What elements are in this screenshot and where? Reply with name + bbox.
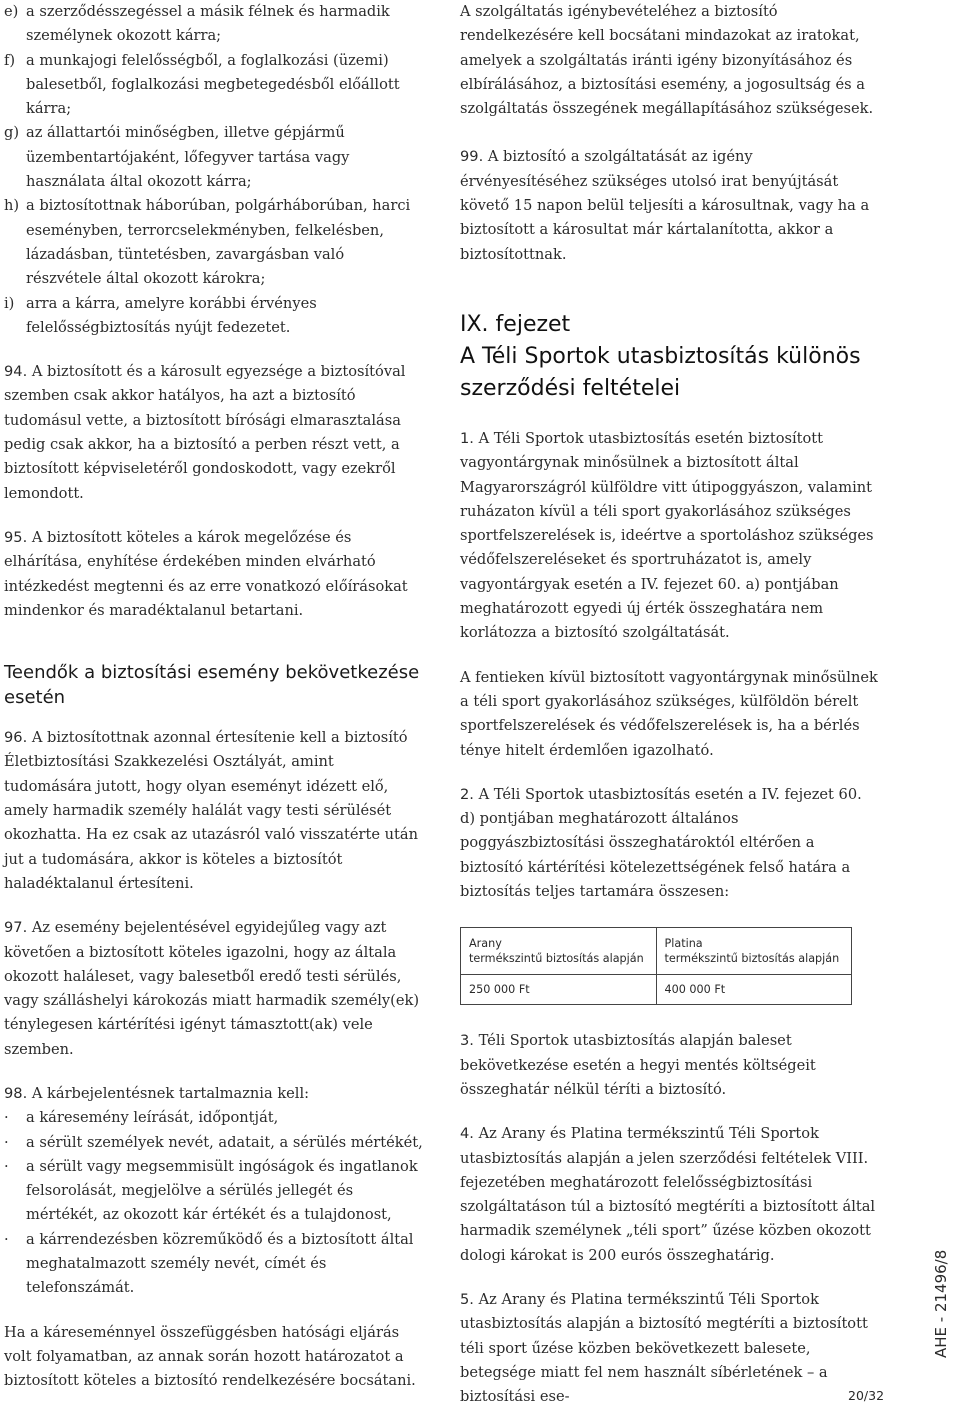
paragraph-96: 96. A biztosítottnak azonnal értesítenie kell a biztosító Életbiztosítási Szakkezelési Osztályát, amint tudomására jutott, hogy olyan eseményt idézett elő, amely harmadik személy halálát vagy testi sérülését okozhatta. Ha ez csak az utazásról való visszatérte után jut a tudomására, akkor is köteles a biztosítót haladéktalanul értesíteni. — [4, 729, 419, 892]
paragraph-3: 3. Téli Sportok utasbiztosítás alapján baleset bekövetkezése esetén a hegyi mentés költségeit összeghatár nélkül téríti a biztosító. — [460, 1032, 816, 1098]
paragraph-4: 4. Az Arany és Platina termékszintű Téli Sportok utasbiztosítás alapján a jelen szerződési feltételek VIII. fejezetében meghatározott felelősségbiztosítási szolgáltatáson túl a biztosító megtéríti a biztosított által harmadik személynek „téli sport” űzése közben okozott dologi károkat is 200 eurós összeghatárig. — [460, 1125, 876, 1264]
paragraph-95: 95. A biztosított köteles a károk megelőzése és elhárítása, enyhítése érdekében minden elvárható intézkedést megtenni és az erre vonatkozó előírásokat mindenkor és maradéktalanul betartani. — [4, 528, 408, 619]
list-item: g) az állattartói minőségben, illetve gépjármű üzembentartójaként, lőfegyver tartása vagy használata által okozott kárra; — [4, 124, 350, 191]
list-item: · a sérült személyek nevét, adatait, a sérülés mértékét, — [4, 1133, 423, 1151]
chapter-heading — [460, 309, 880, 405]
table-row — [461, 975, 852, 1005]
paragraph-94: 94. A biztosított és a károsult egyezsége a biztosítóval szemben csak akkor hatályos, ha azt a biztosító tudomásul vette, a biztosított bírósági elmarasztalása pedig csak akkor, ha a biztosító a perben részt vett, a biztosított képviseletéről gondoskodott, vagy ezekről lemondott. — [4, 363, 406, 502]
page-number: 20/32 — [848, 1388, 885, 1403]
list-item: h) a biztosítottnak háborúban, polgárháborúban, harci eseményben, terrorcselekményben, felkelésben, lázadásban, tüntetésben, zavargásban való részvétele által okozott károkra; — [4, 197, 411, 288]
claim-requirements-list — [4, 1106, 424, 1300]
paragraph-1b: A fentieken kívül biztosított vagyontárgynak minősülnek a téli sport gyakorlásához szükséges, külföldön bérelt sportfelszerelések és védőfelszerelések is, ha a bérlés ténye hitelt érdemlően igazolható. — [460, 668, 878, 759]
exclusion-list — [4, 0, 424, 340]
table-cell: 250 000 Ft — [461, 975, 657, 1005]
table-cell: 400 000 Ft — [656, 975, 852, 1005]
paragraph-2: 2. A Téli Sportok utasbiztosítás esetén a IV. fejezet 60. d) pontjában meghatározott általános poggyászbiztosítási összeghatároktól eltérően a biztosító kártérítési kötelezettségének felső határa a biztosítás teljes tartamára összesen: — [460, 785, 862, 901]
paragraph-1: 1. A Téli Sportok utasbiztosítás esetén biztosított vagyontárgynak minősülnek a biztosított által Magyarországról külföldre vitt útipoggyászon, valamint ruházaton kívül a téli sport gyakorlásához szükséges sportfelszerelések is, ideértve a sportoláshoz szükséges védőfelszereléseket és sportruházatot is, amely vagyontárgyak esetén a IV. fejezet 60. a) pontjában meghatározott egyedi új érték összeghatára nem korlátozza a biztosító szolgáltatását. — [460, 429, 874, 642]
table-header-cell: Arany termékszintű biztosítás alapján — [461, 928, 657, 975]
paragraph-5: 5. Az Arany és Platina termékszintű Téli Sportok utasbiztosítás alapján a biztosító megtéríti a biztosított téli sport űzése közben bekövetkezett balesete, betegsége miatt fel nem használt síbérletének – a biztosítási ese- — [460, 1290, 868, 1406]
list-item: i) arra a kárra, amelyre korábbi érvényes felelősségbiztosítás nyújt fedezetet. — [4, 294, 317, 336]
paragraph-authority-proceedings: Ha a káreseménnyel összefüggésben hatósági eljárás volt folyamatban, az annak során hozott határozatot a biztosított köteles a biztosító rendelkezésére bocsátani. — [4, 1323, 416, 1390]
section-heading: Teendők a biztosítási esemény bekövetkezése esetén — [4, 662, 420, 708]
limits-table — [460, 927, 852, 1005]
list-item: · a kárrendezésben közreműködő és a biztosított által meghatalmazott személy nevét, címét és telefonszámát. — [4, 1230, 414, 1297]
left-column — [4, 0, 424, 1394]
list-item: e) a szerződésszegéssel a másik félnek és harmadik személynek okozott kárra; — [4, 3, 390, 45]
paragraph-97: 97. Az esemény bejelentésével egyidejűleg vagy azt követően a biztosított köteles igazolni, hogy az általa okozott haláleset, vagy balesetből eredő testi sérülés, vagy szálláshelyi károkozás miatt harmadik személy(ek) ténylegesen kártérítési igényt támasztott(ak) vele szemben. — [4, 919, 420, 1058]
chapter-title: A Téli Sportok utasbiztosítás különös szerződési feltételei — [460, 343, 861, 401]
paragraph-99: 99. A biztosító a szolgáltatását az igény érvényesítéséhez szükséges utolsó irat benyújtását követő 15 napon belül teljesíti a károsultnak, vagy ha a biztosított a károsultat már kártalanította, akkor a biztosítottnak. — [460, 148, 870, 263]
table-header-row — [461, 928, 852, 975]
list-item: f) a munkajogi felelősségből, a foglalkozási (üzemi) balesetből, foglalkozási megbetegedésből előállott kárra; — [4, 51, 400, 118]
list-item: · a sérült vagy megsemmisült ingóságok és ingatlanok felsorolását, megjelölve a sérülés jellegét és mértékét, az okozott kár értékét és a tulajdonost, — [4, 1157, 418, 1224]
paragraph-documents: A szolgáltatás igénybevételéhez a biztosító rendelkezésére kell bocsátani mindazokat az iratokat, amelyek a szolgáltatás iránti igény bizonyításához és elbírálásához, a biztosítási esemény, a jogosultság és a szolgáltatás összegének megállapításához szükségesek. — [460, 3, 874, 118]
list-item: · a káresemény leírását, időpontját, — [4, 1109, 279, 1127]
document-code: AHE - 21496/8 — [932, 1249, 950, 1358]
chapter-number: IX. fejezet — [460, 311, 571, 337]
paragraph-98: 98. A kárbejelentésnek tartalmaznia kell: — [4, 1084, 310, 1102]
right-column — [460, 0, 880, 1409]
table-header-cell: Platina termékszintű biztosítás alapján — [656, 928, 852, 975]
